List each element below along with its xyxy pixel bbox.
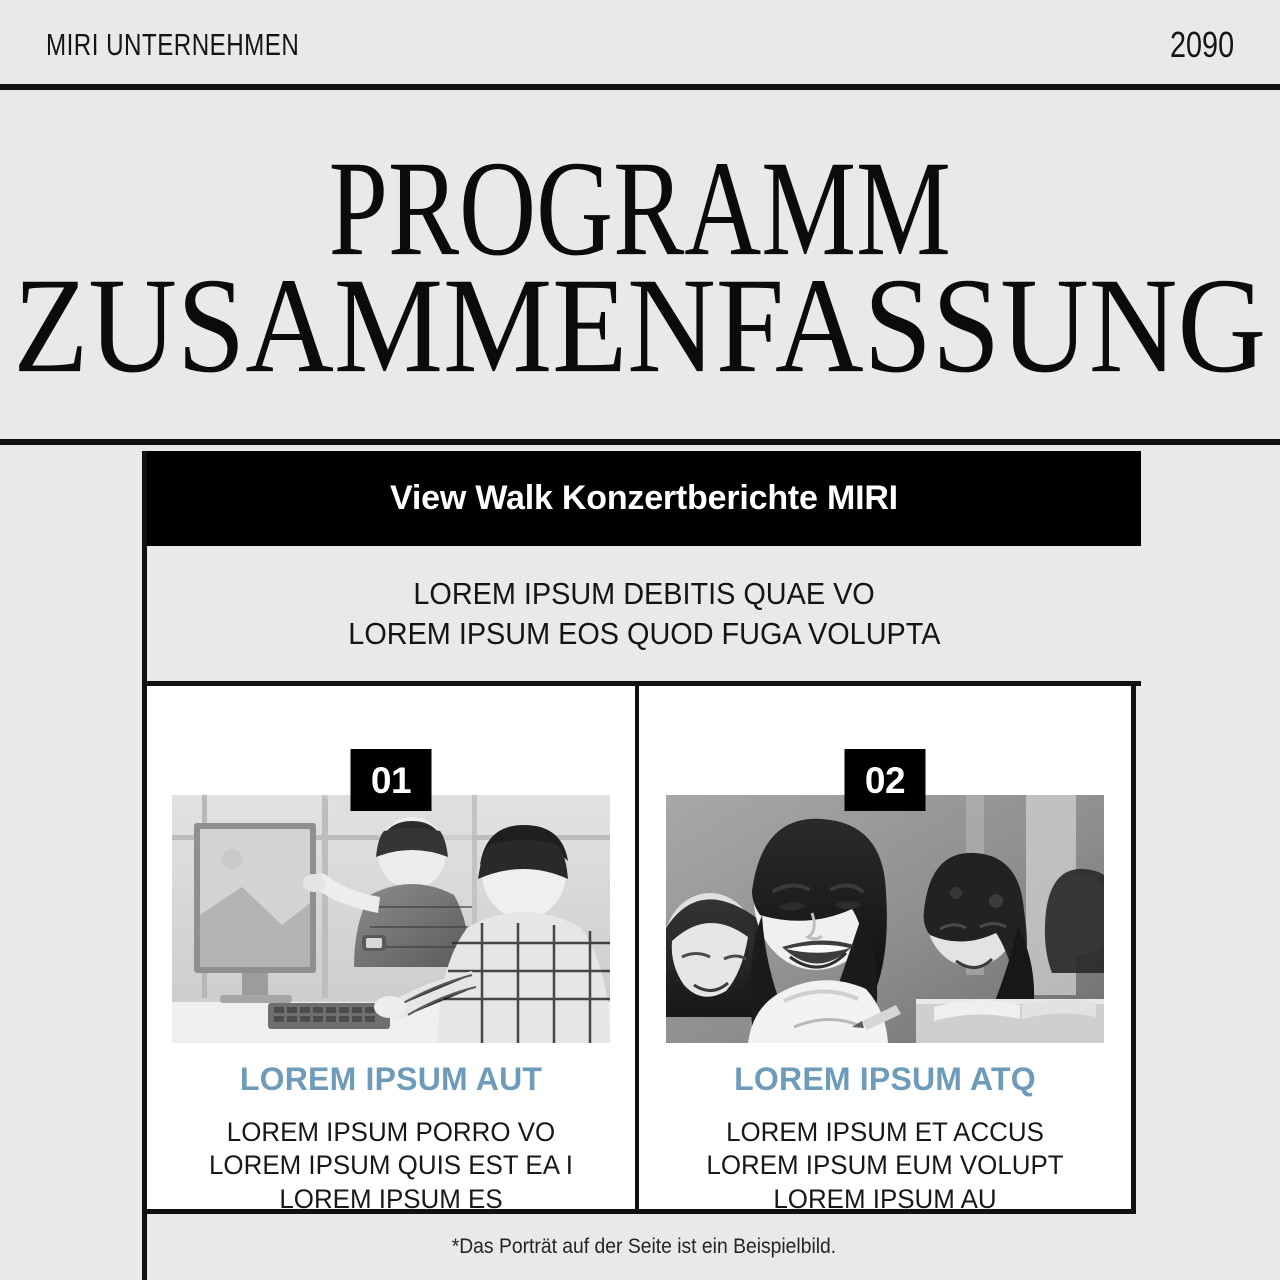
card-02-photo-illustration <box>666 795 1104 1043</box>
section-banner-title: View Walk Konzertberichte MIRI <box>390 479 898 517</box>
footnote <box>147 1214 1141 1280</box>
card-01-number: 01 <box>370 759 412 801</box>
card-01-photo <box>172 795 610 1043</box>
footnote-text: *Das Porträt auf der Seite ist ein Beispielbild. <box>451 1235 837 1258</box>
page-title <box>0 96 1280 445</box>
subtitle-line-1: LOREM IPSUM DEBITIS QUAE VO <box>413 575 875 611</box>
card-02-photo <box>666 795 1104 1043</box>
card-02-body-line-2: LOREM IPSUM EUM VOLUPT <box>706 1150 1064 1181</box>
card-01 <box>147 686 639 1214</box>
year-label: 2090 <box>1169 24 1234 65</box>
card-01-body-line-1: LOREM IPSUM PORRO VO <box>226 1117 556 1147</box>
card-01-body <box>157 1116 625 1216</box>
section-banner <box>147 451 1141 546</box>
card-02-body <box>649 1116 1121 1216</box>
content-panel <box>142 451 1136 1280</box>
cards-row <box>147 686 1131 1214</box>
card-02-body-line-1: LOREM IPSUM ET ACCUS <box>726 1117 1044 1147</box>
page-title-line-1: PROGRAMM <box>328 133 952 285</box>
card-01-body-line-2: LOREM IPSUM QUIS EST EA I <box>209 1150 573 1181</box>
card-01-number-badge <box>351 749 432 811</box>
page-header <box>0 0 1280 90</box>
card-02-number-badge <box>845 749 926 811</box>
page-title-line-2: ZUSAMMENFASSUNG <box>13 249 1267 401</box>
card-01-photo-illustration <box>172 795 610 1043</box>
subtitle-line-2: LOREM IPSUM EOS QUOD FUGA VOLUPTA <box>347 615 941 651</box>
card-02-number: 02 <box>864 759 906 801</box>
card-02-body-line-3: LOREM IPSUM AU <box>773 1183 997 1214</box>
card-02 <box>639 686 1131 1214</box>
subtitle-block <box>147 546 1141 686</box>
card-01-body-line-3: LOREM IPSUM ES <box>279 1183 503 1214</box>
brand-name: MIRI UNTERNEHMEN <box>46 27 300 62</box>
card-01-heading: LOREM IPSUM AUT <box>239 1061 543 1097</box>
card-02-heading: LOREM IPSUM ATQ <box>734 1061 1036 1097</box>
